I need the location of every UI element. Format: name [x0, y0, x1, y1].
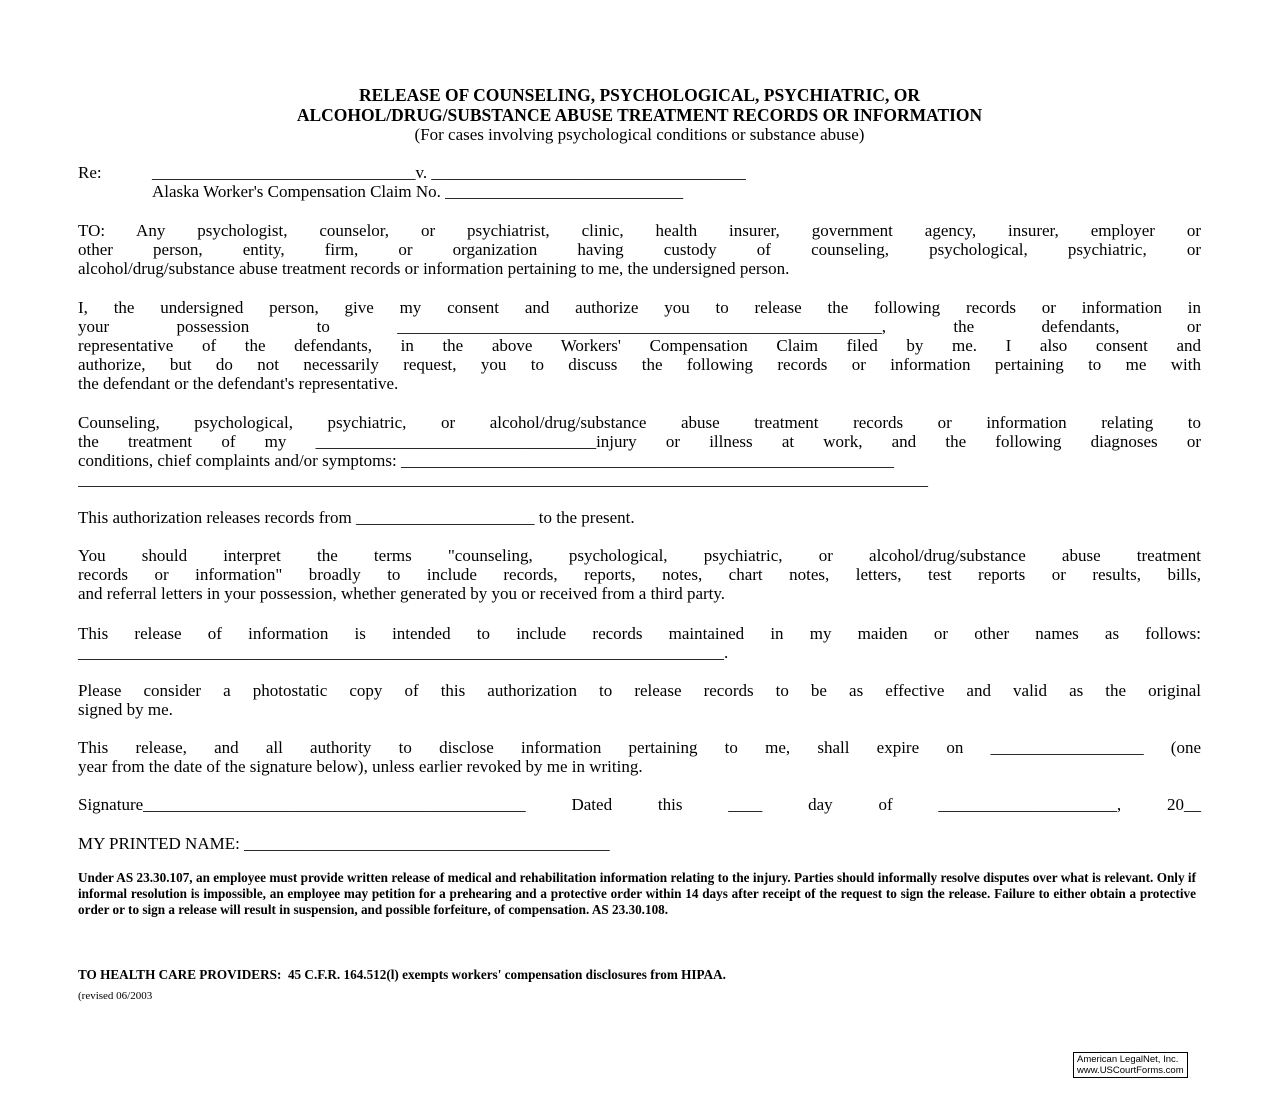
signature-date-field[interactable]: Signature_____________________________________________ Dated this ____ day of _____________________, 20__ — [78, 795, 1201, 814]
form-subtitle: (For cases involving psychological conditions or substance abuse) — [414, 125, 865, 144]
diagnoses-continuation-field[interactable]: ____________________________________________________________________________________________________ — [78, 470, 928, 489]
revision-date: (revised 06/2003 — [78, 990, 153, 1002]
maiden-names-paragraph-line: This release of information is intended to include records maintained in my maiden or other names as follows: — [78, 624, 1201, 643]
photostatic-paragraph-line: signed by me. — [78, 700, 173, 719]
records-from-date-field[interactable]: This authorization releases records from _____________________ to the present. — [78, 508, 635, 527]
to-paragraph-line: alcohol/drug/substance abuse treatment records or information pertaining to me, the undersigned person. — [78, 259, 790, 278]
consent-paragraph-line: I, the undersigned person, give my consent and authorize you to release the following records or information in — [78, 298, 1201, 317]
re-parties-field[interactable]: _______________________________v. _____________________________________ — [152, 163, 746, 182]
maiden-names-field[interactable]: ____________________________________________________________________________. — [78, 643, 729, 662]
to-paragraph-line: TO: Any psychologist, counselor, or psychiatrist, clinic, health insurer, government agency, insurer, employer or — [78, 221, 1201, 240]
form-title-line-1: RELEASE OF COUNSELING, PSYCHOLOGICAL, PSYCHIATRIC, OR — [358, 85, 921, 105]
legal-notice: Under AS 23.30.107, an employee must provide written release of medical and rehabilitation information relating to the injury. Parties should informally resolve disputes over what is relevant. Only if informal resolution is impossible, an employee may petition for a prehearing and a protective order within 14 days after receipt of the request to sign the release. Failure to either obtain a protective order or to sign a release will result in suspension, and possible forfeiture, of compensation. AS 23.30.108. — [78, 870, 1196, 917]
diagnoses-field[interactable]: conditions, chief complaints and/or symptoms: __________________________________________________________ — [78, 451, 894, 470]
injury-type-field[interactable]: the treatment of my _________________________________injury or illness at work, and the following diagnoses or — [78, 432, 1201, 451]
hipaa-notice: TO HEALTH CARE PROVIDERS: 45 C.F.R. 164.512(l) exempts workers' compensation disclosures from HIPAA. — [78, 967, 726, 982]
expiration-date-field[interactable]: This release, and all authority to disclose information pertaining to me, shall expire on __________________ (one — [78, 738, 1201, 757]
printed-name-field[interactable]: MY PRINTED NAME: ___________________________________________ — [78, 834, 610, 853]
to-paragraph-line: other person, entity, firm, or organization having custody of counseling, psychological, psychiatric, or — [78, 240, 1201, 259]
consent-paragraph-line: authorize, but do not necessarily request, you to discuss the following records or information pertaining to me with — [78, 355, 1201, 374]
form-title-line-2: ALCOHOL/DRUG/SUBSTANCE ABUSE TREATMENT RECORDS OR INFORMATION — [296, 105, 983, 125]
interpret-paragraph-line: and referral letters in your possession, whether generated by you or received from a third party. — [78, 584, 726, 603]
publisher-url: www.USCourtForms.com — [1077, 1065, 1184, 1076]
interpret-paragraph-line: records or information" broadly to include records, reports, notes, chart notes, letters, test reports or results, bills, — [78, 565, 1201, 584]
claim-number-field[interactable]: Alaska Worker's Compensation Claim No. ____________________________ — [152, 182, 684, 201]
publisher-name: American LegalNet, Inc. — [1077, 1054, 1179, 1065]
publisher-stamp — [1073, 1052, 1188, 1078]
consent-paragraph-line: the defendant or the defendant's representative. — [78, 374, 399, 393]
photostatic-paragraph-line: Please consider a photostatic copy of this authorization to release records to be as effective and valid as the original — [78, 681, 1201, 700]
interpret-paragraph-line: You should interpret the terms "counseling, psychological, psychiatric, or alcohol/drug/substance abuse treatment — [78, 546, 1201, 565]
consent-paragraph-line: representative of the defendants, in the above Workers' Compensation Claim filed by me. I also consent and — [78, 336, 1201, 355]
records-paragraph-line: Counseling, psychological, psychiatric, or alcohol/drug/substance abuse treatment records or information relating to — [78, 413, 1201, 432]
expiration-paragraph-line: year from the date of the signature below), unless earlier revoked by me in writing. — [78, 757, 643, 776]
re-label: Re: — [78, 163, 102, 182]
release-to-field[interactable]: your possession to _________________________________________________________, the defendants, or — [78, 317, 1201, 336]
